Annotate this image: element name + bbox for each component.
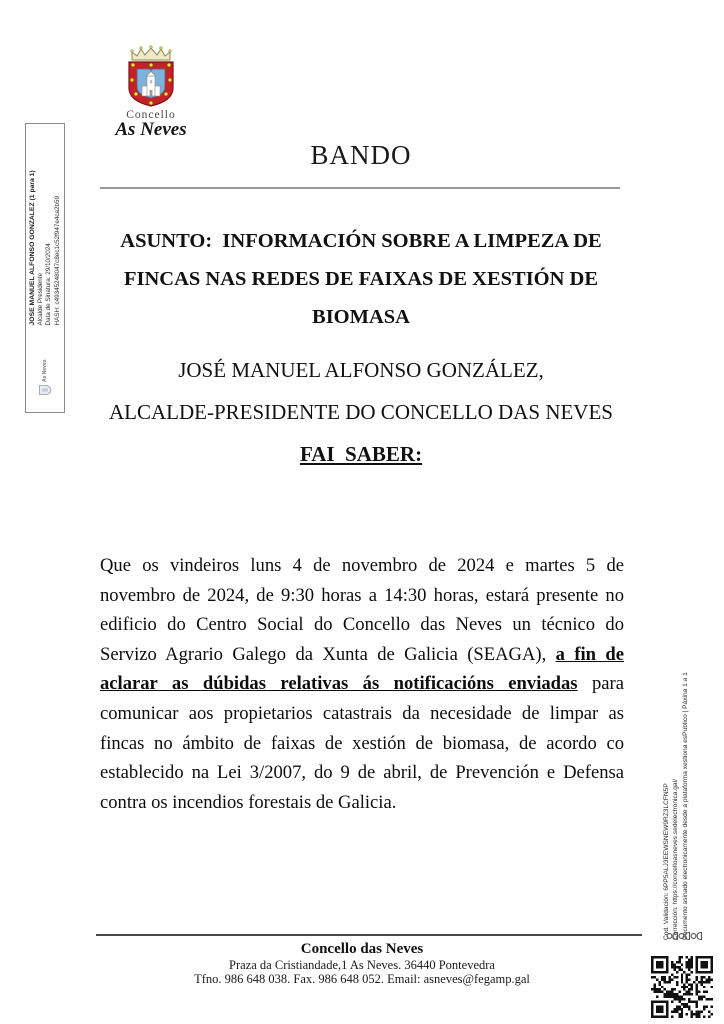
footer-address: Praza da Cristiandade,1 As Neves. 36440 Pontevedra [229, 958, 495, 972]
stamp-mini-logo [38, 359, 52, 396]
paragraph-text-end: para comunicar aos propietarios catastrais da necesidade de limpar as fincas no ámbito de faixas de xestión de biomasa, de acordo co establecido na Lei 3/2007, do 9 de abril, de Prevención e Defensa contra os incendios forestais de Galicia. [100, 673, 624, 813]
coat-of-arms-icon [108, 44, 194, 140]
validation-column [660, 598, 692, 940]
validation-text [660, 598, 692, 940]
paragraph-emphasis: a fin de aclarar as dúbidas relativas ás notificacións enviadas [100, 643, 625, 695]
signature-stamp-box [25, 123, 65, 413]
mini-logo-label: As Neves [42, 359, 48, 382]
page-title: BANDO [310, 140, 412, 170]
signature-stamp-content [26, 124, 64, 412]
mayor-title: ALCALDE-PRESIDENTE DO CONCELLO DAS NEVES [109, 400, 613, 424]
signer-role: Alcalde Presidente [36, 272, 44, 326]
validation-url: Corrección: https://concelloasneves.sedelectronica.gal/ [672, 779, 680, 940]
paragraph-text-start: Que os vindeiros luns 4 de novembro de 2024 e martes 5 de novembro de 2024, de 9:30 horas a 14:30 horas, estará presente no edificio do Centro Social do Concello das Neves un técnico do Servizo Agrario Galego da Xunta de Galicia (SEAGA), [100, 555, 624, 665]
person-icon [679, 932, 691, 941]
signature-hash: HASH: c49345248047c8ec1c52f947e4ca2b59 [53, 195, 61, 326]
fai-saber-heading: FAI SABER: [299, 442, 423, 466]
subject-line-2: FINCAS NAS REDES DE FAIXAS DE XESTIÓN DE [123, 268, 599, 290]
mayor-name: JOSÉ MANUEL ALFONSO GONZÁLEZ, [178, 358, 544, 382]
title-divider [100, 187, 620, 189]
subject-line-1: ASUNTO: INFORMACIÓN SOBRE A LIMPEZA DE [120, 230, 602, 252]
signature-text-lines [28, 170, 63, 325]
mini-shield-icon [38, 384, 52, 396]
subject-line-3: BIOMASA [312, 306, 410, 328]
validation-note: Documento asinado electronicamente desde a plataforma xestiona esPublico | Páxina 1 a 1 [681, 672, 689, 940]
footer-contact: Tfno. 986 648 038. Fax. 986 648 052. Email: asneves@fegamp.gal [194, 972, 530, 986]
crown-shape [132, 48, 170, 60]
announcement-paragraph [100, 551, 624, 817]
esPublico-seal-icons [668, 929, 704, 943]
validation-code: Cod. Validación: 6PP5ALJ3EEWSNEW9RZ3LCFN5P [662, 783, 670, 940]
signature-date: Data de Sinatura: 29/10/2024 [45, 243, 53, 326]
signer-name: JOSE MANUEL ALFONSO GONZALEZ (1 para 1) [28, 170, 36, 326]
person-icon [667, 932, 679, 941]
footer-municipality: Concello das Neves [300, 941, 424, 957]
logo-word-as-neves: As Neves [115, 119, 187, 140]
subject-heading [98, 222, 624, 336]
person-icon [691, 932, 703, 941]
footer-divider [96, 934, 642, 936]
qr-code [651, 956, 713, 1018]
concello-as-neves-logo [108, 44, 194, 140]
footer [60, 940, 664, 986]
logo-word-concello: Concello [126, 109, 176, 121]
